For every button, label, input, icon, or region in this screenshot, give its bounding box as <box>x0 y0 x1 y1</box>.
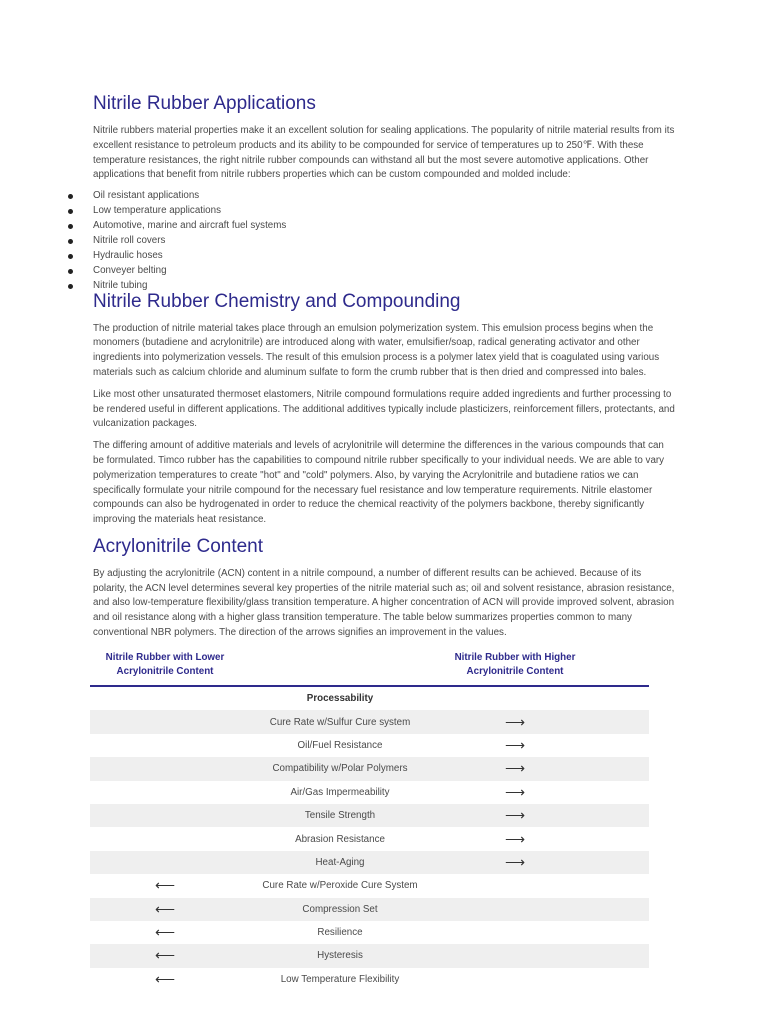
table-row <box>90 874 649 897</box>
list-item: Low temperature applications <box>93 204 675 219</box>
bullet-icon <box>68 284 73 289</box>
section-title-applications: Nitrile Rubber Applications <box>93 93 316 114</box>
table-row <box>90 827 649 850</box>
list-item: Nitrile roll covers <box>93 234 675 249</box>
table-section-row <box>90 686 649 710</box>
list-item: Automotive, marine and aircraft fuel systems <box>93 219 675 234</box>
left-arrow-icon <box>90 757 240 780</box>
bullet-icon <box>68 209 73 214</box>
property-label: Hysteresis <box>240 944 440 967</box>
chemistry-paragraph-2: Like most other unsaturated thermoset elastomers, Nitrile compound formulations require added ingredients and further processing to be rendered useful in different applications. The additional additives typically include plasticizers, reinforcement fillers, protectants, and vulcanization packages. <box>93 388 675 430</box>
property-label: Compression Set <box>240 898 440 921</box>
header-spacer <box>240 651 440 686</box>
left-arrow-icon <box>90 734 240 757</box>
section-title-chemistry: Nitrile Rubber Chemistry and Compounding <box>93 290 461 312</box>
bullet-icon <box>68 224 73 229</box>
list-item: Nitrile tubing <box>93 279 675 294</box>
right-arrow-icon <box>440 898 590 921</box>
right-arrow-icon: ⟶ <box>440 851 590 874</box>
left-arrow-icon: ⟵ <box>154 924 176 941</box>
section-label-processability: Processability <box>306 693 374 705</box>
left-arrow-icon: ⟵ <box>90 944 240 967</box>
left-arrow-icon: ⟵ <box>154 877 176 894</box>
left-arrow-icon <box>90 851 240 874</box>
table-header-row <box>90 651 649 686</box>
right-arrow-icon: ⟶ <box>504 783 526 800</box>
table-row <box>90 757 649 780</box>
left-arrow-icon: ⟵ <box>90 898 240 921</box>
header-lower-acn: Nitrile Rubber with Lower Acrylonitrile Content <box>90 651 240 686</box>
document-page <box>93 88 675 641</box>
table-row <box>90 710 649 733</box>
header-higher-acn: Nitrile Rubber with Higher Acrylonitrile Content <box>440 651 590 686</box>
left-arrow-icon <box>90 827 240 850</box>
applications-list <box>93 189 675 293</box>
left-arrow-icon: ⟵ <box>154 970 176 987</box>
property-label: Oil/Fuel Resistance <box>297 739 383 751</box>
bullet-icon <box>68 194 73 199</box>
acrylonitrile-paragraph: By adjusting the acrylonitrile (ACN) content in a nitrile compound, a number of different results can be achieved. Because of its polarity, the ACN level determines several key properties of the nitrile material such as; oil and solvent resistance, abrasion resistance, and also low-temperature flexibility/glass transition temperature. A higher concentration of ACN will provide improved solvent, abrasion and oil resistance along with a higher glass transition temperature. The table below summarizes properties common to many conventional NBR polymers. The direction of the arrows signifies an improvement in the values. <box>93 567 675 639</box>
right-arrow-icon: ⟶ <box>440 757 590 780</box>
table-row <box>90 921 649 944</box>
table-row <box>90 944 649 967</box>
header-pad <box>590 651 649 686</box>
right-arrow-icon <box>440 874 590 897</box>
property-label: Cure Rate w/Sulfur Cure system <box>240 710 440 733</box>
left-arrow-icon <box>90 710 240 733</box>
list-item: Conveyer belting <box>93 264 675 279</box>
chemistry-paragraph-3: The differing amount of additive materials and levels of acrylonitrile will determine the differences in the various compounds that can be formulated. Timco rubber has the capabilities to compound nitrile rubber specifically to your individual needs. We are able to vary polymerization temperatures to create "hot" and "cold" polymers. Also, by varying the Acrylonitrile and butadiene ratios we can specifically formulate your nitrile compound for the necessary fuel resistance and low temperature requirements. Nitrile elastomer compounds can also be hydrogenated in order to reduce the chemical reactivity of the polymers backbone, thereby significantly improving the materials heat resistance. <box>93 440 665 526</box>
right-arrow-icon: ⟶ <box>504 736 526 753</box>
table-row <box>90 781 649 804</box>
property-label: Resilience <box>317 927 363 939</box>
right-arrow-icon <box>440 944 590 967</box>
right-arrow-icon: ⟶ <box>440 804 590 827</box>
property-label: Compatibility w/Polar Polymers <box>240 757 440 780</box>
right-arrow-icon <box>440 968 590 991</box>
bullet-icon <box>68 269 73 274</box>
table-row <box>90 898 649 921</box>
right-arrow-icon <box>440 921 590 944</box>
bullet-icon <box>68 254 73 259</box>
table-row <box>90 804 649 827</box>
property-label: Low Temperature Flexibility <box>280 973 400 985</box>
left-arrow-icon <box>90 804 240 827</box>
right-arrow-icon: ⟶ <box>440 710 590 733</box>
table-row <box>90 851 649 874</box>
list-item: Hydraulic hoses <box>93 249 675 264</box>
property-label: Heat-Aging <box>240 851 440 874</box>
section-title-acrylonitrile: Acrylonitrile Content <box>93 535 264 557</box>
table-row <box>90 968 649 991</box>
chemistry-paragraph-1: The production of nitrile material takes place through an emulsion polymerization system. This emulsion process begins when the monomers (butadiene and acrylonitrile) are introduced along with water, emulsifier/soap, radical generating activator and other ingredients into polymerization vessels. The result of this emulsion process is a polymer latex yield that is coagulated using various materials such as calcium chloride and aluminum sulfate to form the crumb rubber that is then dried and compressed into bales. <box>93 322 660 378</box>
bullet-icon <box>68 239 73 244</box>
acn-properties-table <box>90 651 649 991</box>
table-row <box>90 734 649 757</box>
property-label: Cure Rate w/Peroxide Cure System <box>262 880 418 892</box>
list-item: Oil resistant applications <box>93 189 675 204</box>
left-arrow-icon <box>90 781 240 804</box>
property-label: Tensile Strength <box>240 804 440 827</box>
property-label: Abrasion Resistance <box>295 833 385 845</box>
property-label: Air/Gas Impermeability <box>290 786 390 798</box>
applications-intro: Nitrile rubbers material properties make it an excellent solution for sealing applications. The popularity of nitrile material results from its excellent resistance to petroleum products and its ability to be compounded for service of temperatures up to 250℉. With these temperature resistances, the right nitrile rubber compounds can withstand all but the most severe automotive applications. Other applications that benefit from nitrile rubbers properties which can be custom compounded and molded include: <box>93 125 675 181</box>
right-arrow-icon: ⟶ <box>504 830 526 847</box>
